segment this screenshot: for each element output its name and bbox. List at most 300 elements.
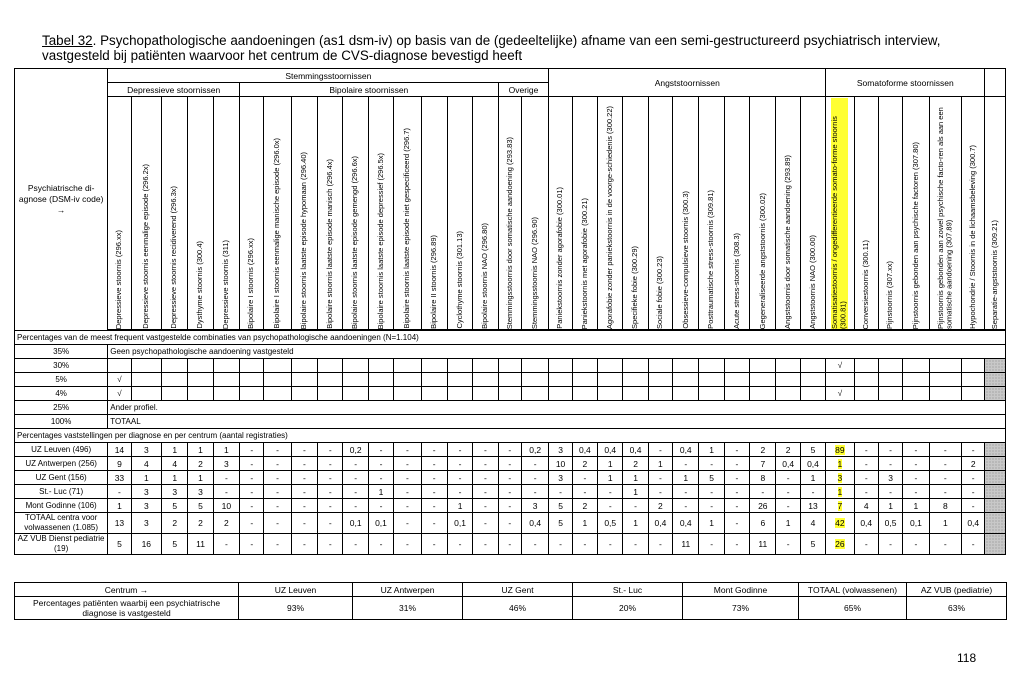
value-cell: 3: [549, 443, 572, 457]
value-cell: 5: [699, 471, 724, 485]
section-title-combinations: Percentages van de meest frequent vastgestelde combinaties van psychopathologische aandoeningen (N=1.104): [15, 331, 1006, 345]
check-cell: [264, 359, 291, 373]
column-header: [213, 97, 239, 330]
summary-percentage: 46%: [463, 597, 573, 620]
value-cell: -: [498, 513, 521, 534]
check-cell: [724, 359, 749, 373]
value-cell: -: [776, 471, 800, 485]
column-header-label: Bipolaire I stoornis eenmalige manische episode (296.0x): [272, 138, 282, 329]
column-header-label: Bipolaire stoornis laatste episode depressief (296.5x): [375, 152, 385, 329]
value-cell: 1: [699, 513, 724, 534]
value-cell: -: [776, 485, 800, 499]
value-cell: 0,4: [572, 443, 597, 457]
percentage-label: Percentages patiënten waarbij een psychiatrische diagnose is vastgesteld: [15, 597, 239, 620]
check-cell: [549, 387, 572, 401]
value-cell: 5: [162, 534, 188, 555]
value-cell: -: [447, 534, 472, 555]
value-cell: -: [878, 457, 902, 471]
value-cell: 1: [162, 471, 188, 485]
value-cell: 3: [131, 513, 161, 534]
column-header: [343, 97, 368, 330]
value-cell: -: [473, 443, 498, 457]
value-cell: 11: [673, 534, 699, 555]
value-cell: 2: [162, 513, 188, 534]
value-cell: 3: [131, 499, 161, 513]
value-cell: -: [903, 471, 929, 485]
column-header: [598, 97, 623, 330]
combination-percentage: 100%: [15, 415, 108, 429]
combination-percentage: 4%: [15, 387, 108, 401]
value-cell: -: [878, 443, 902, 457]
value-cell: 2: [188, 457, 213, 471]
value-cell: -: [724, 499, 749, 513]
value-cell: 1: [878, 499, 902, 513]
check-cell: [648, 359, 672, 373]
shaded-cell: [985, 471, 1006, 485]
value-cell: -: [699, 534, 724, 555]
value-cell: -: [213, 471, 239, 485]
column-header: [800, 97, 825, 330]
value-cell: -: [648, 443, 672, 457]
check-cell: [572, 373, 597, 387]
value-cell: -: [291, 443, 317, 457]
check-cell: [188, 373, 213, 387]
check-cell: [699, 373, 724, 387]
check-cell: [878, 359, 902, 373]
check-cell: [421, 373, 447, 387]
value-cell: -: [598, 499, 623, 513]
value-cell: 5: [188, 499, 213, 513]
value-cell: -: [962, 485, 985, 499]
value-cell: 1: [131, 471, 161, 485]
value-cell: -: [394, 485, 421, 499]
value-cell: -: [498, 457, 521, 471]
value-cell: 3: [131, 485, 161, 499]
shaded-cell: [985, 359, 1006, 373]
check-cell: √: [108, 373, 131, 387]
check-cell: [648, 373, 672, 387]
center-label: UZ Gent (156): [15, 471, 108, 485]
check-cell: [776, 373, 800, 387]
column-header: [108, 97, 131, 330]
value-cell: -: [724, 485, 749, 499]
value-cell: -: [264, 499, 291, 513]
check-cell: [421, 387, 447, 401]
value-cell: -: [750, 485, 776, 499]
column-header-label: Bipolaire stoornis laatste episode hypomaan (296.40): [299, 151, 309, 329]
value-cell: 2: [188, 513, 213, 534]
check-cell: [854, 359, 878, 373]
value-cell: -: [800, 485, 825, 499]
column-header-label: Agorafobie zonder paniekstoornis in de voorge-schiedenis (300.22): [604, 105, 614, 329]
value-cell: 2: [962, 457, 985, 471]
check-cell: [162, 359, 188, 373]
table-label: Tabel 32: [42, 33, 93, 48]
group-stemmingsstoornissen: Stemmingsstoornissen: [108, 69, 549, 83]
center-label: Mont Godinne (106): [15, 499, 108, 513]
check-cell: [368, 359, 393, 373]
value-cell: -: [854, 471, 878, 485]
value-cell: -: [447, 457, 472, 471]
column-header-label: Hypochondrie / Stoornis in de lichaamsbeleving (300.7): [967, 145, 977, 329]
column-header: [447, 97, 472, 330]
value-cell: -: [421, 443, 447, 457]
value-cell: -: [598, 534, 623, 555]
value-cell: -: [699, 457, 724, 471]
value-cell: 1: [903, 499, 929, 513]
check-cell: [368, 387, 393, 401]
check-cell: [903, 373, 929, 387]
value-cell: -: [368, 534, 393, 555]
value-cell: -: [394, 534, 421, 555]
column-header-label: Bipolaire stoornis laatste episode manisch (296.4x): [325, 159, 335, 329]
value-cell: -: [878, 534, 902, 555]
column-header: [623, 97, 648, 330]
check-cell: [162, 387, 188, 401]
column-header-label: Dysthyme stoornis (300.4): [195, 241, 205, 329]
value-cell: [826, 534, 854, 555]
summary-percentage: 20%: [573, 597, 683, 620]
value-cell: 2: [776, 443, 800, 457]
value-cell: -: [878, 485, 902, 499]
column-header-label: Angststoornis NAO (300.00): [807, 235, 817, 329]
column-header-label: Angststoornis door somatische aandoening (293.89): [782, 155, 792, 329]
column-header: [549, 97, 572, 330]
value-cell: 11: [750, 534, 776, 555]
summary-percentage: 73%: [683, 597, 799, 620]
value-cell: -: [240, 485, 264, 499]
page-number: 118: [957, 651, 977, 665]
value-cell: 4: [131, 457, 161, 471]
value-cell: 5: [549, 499, 572, 513]
value-cell: -: [264, 471, 291, 485]
check-cell: [800, 373, 825, 387]
value-cell: 3: [521, 499, 549, 513]
center-label: UZ Leuven (496): [15, 443, 108, 457]
highlighted-value: 89: [835, 444, 845, 455]
check-cell: [318, 373, 343, 387]
value-cell: 11: [188, 534, 213, 555]
column-header: [188, 97, 213, 330]
value-cell: -: [776, 534, 800, 555]
shaded-cell: [985, 499, 1006, 513]
value-cell: 0,5: [878, 513, 902, 534]
value-cell: -: [318, 443, 343, 457]
value-cell: -: [240, 513, 264, 534]
column-header: [724, 97, 749, 330]
value-cell: -: [854, 443, 878, 457]
column-header-label: Bipolaire II stoornis (296.89): [428, 235, 438, 329]
value-cell: -: [521, 534, 549, 555]
value-cell: 5: [800, 443, 825, 457]
check-cell: [343, 387, 368, 401]
value-cell: -: [623, 499, 648, 513]
value-cell: -: [498, 499, 521, 513]
value-cell: 1: [368, 485, 393, 499]
psychopathology-table: [14, 68, 1006, 555]
value-cell: 13: [800, 499, 825, 513]
check-cell: [473, 359, 498, 373]
value-cell: -: [240, 457, 264, 471]
value-cell: 0,1: [903, 513, 929, 534]
diagnosis-header: Psychiatrische di-agnose (DSM-iv code) →: [15, 69, 108, 331]
check-cell: [549, 373, 572, 387]
value-cell: -: [929, 457, 961, 471]
shaded-cell: [985, 457, 1006, 471]
column-header: [826, 97, 854, 330]
value-cell: -: [318, 513, 343, 534]
column-header-label: Pijnstoornis gebonden aan zowel psychische facto-ren als aan een somatische aandoening (307.89): [935, 107, 954, 329]
value-cell: -: [572, 485, 597, 499]
value-cell: 5: [108, 534, 131, 555]
check-cell: [162, 373, 188, 387]
value-cell: 0,4: [776, 457, 800, 471]
value-cell: -: [903, 457, 929, 471]
value-cell: -: [264, 534, 291, 555]
column-header: [699, 97, 724, 330]
check-cell: [699, 359, 724, 373]
check-cell: [673, 373, 699, 387]
value-cell: -: [962, 443, 985, 457]
check-cell: [623, 373, 648, 387]
check-cell: [264, 387, 291, 401]
combination-description: Geen psychopathologische aandoening vastgesteld: [108, 345, 1006, 359]
combination-description: Ander profiel.: [108, 401, 1006, 415]
value-cell: -: [447, 471, 472, 485]
column-header-label: Stemmingsstoornis NAO (296.90): [529, 216, 539, 329]
check-cell: [498, 387, 521, 401]
combination-percentage: 25%: [15, 401, 108, 415]
summary-center: St.- Luc: [573, 583, 683, 597]
value-cell: -: [213, 485, 239, 499]
value-cell: 6: [750, 513, 776, 534]
value-cell: -: [648, 534, 672, 555]
shaded-cell: [985, 443, 1006, 457]
table-title: [42, 33, 1002, 63]
column-header-label: Pijnstoornis (307.xx): [885, 261, 895, 329]
check-cell: [131, 387, 161, 401]
value-cell: -: [343, 499, 368, 513]
value-cell: 0,4: [521, 513, 549, 534]
value-cell: -: [318, 471, 343, 485]
check-cell: [929, 387, 961, 401]
value-cell: -: [903, 443, 929, 457]
highlighted-value: 1: [837, 458, 843, 469]
value-cell: -: [962, 499, 985, 513]
value-cell: -: [498, 534, 521, 555]
value-cell: -: [240, 443, 264, 457]
group-empty: [985, 69, 1006, 97]
value-cell: [826, 457, 854, 471]
highlighted-value: 3: [837, 472, 843, 483]
column-header-label: Paniekstoornis zonder agorafobie (300.01): [555, 187, 565, 329]
summary-center: TOTAAL (volwassenen): [799, 583, 907, 597]
value-cell: 0,4: [648, 513, 672, 534]
value-cell: 0,4: [598, 443, 623, 457]
check-cell: [724, 373, 749, 387]
value-cell: -: [473, 499, 498, 513]
check-cell: [343, 373, 368, 387]
value-cell: -: [421, 534, 447, 555]
check-cell: [291, 373, 317, 387]
value-cell: -: [368, 471, 393, 485]
value-cell: 1: [648, 457, 672, 471]
value-cell: -: [549, 485, 572, 499]
shaded-cell: [985, 485, 1006, 499]
value-cell: 2: [623, 457, 648, 471]
check-cell: [878, 387, 902, 401]
check-cell: [623, 387, 648, 401]
value-cell: 0,4: [673, 443, 699, 457]
value-cell: 9: [108, 457, 131, 471]
column-header: [854, 97, 878, 330]
column-header: [240, 97, 264, 330]
check-cell: √: [826, 387, 854, 401]
value-cell: -: [572, 534, 597, 555]
check-cell: [776, 387, 800, 401]
check-cell: [673, 359, 699, 373]
column-header: [291, 97, 317, 330]
summary-center: UZ Gent: [463, 583, 573, 597]
value-cell: -: [291, 513, 317, 534]
highlighted-value: 26: [835, 539, 845, 549]
shaded-cell: [985, 373, 1006, 387]
check-cell: [854, 373, 878, 387]
value-cell: -: [724, 457, 749, 471]
check-cell: [572, 387, 597, 401]
value-cell: 10: [549, 457, 572, 471]
summary-center: AZ VUB (pediatrie): [907, 583, 1007, 597]
value-cell: -: [368, 443, 393, 457]
value-cell: 1: [800, 471, 825, 485]
value-cell: -: [343, 534, 368, 555]
column-header-label: Bipolaire I stoornis (296.xx): [246, 238, 256, 329]
column-header: [985, 97, 1006, 330]
check-cell: [394, 387, 421, 401]
value-cell: 4: [854, 499, 878, 513]
check-cell: [188, 359, 213, 373]
value-cell: -: [291, 471, 317, 485]
combination-description: TOTAAL: [108, 415, 1006, 429]
check-cell: [962, 373, 985, 387]
value-cell: -: [498, 485, 521, 499]
value-cell: -: [724, 443, 749, 457]
column-header-label: Acute stress-stoornis (308.3): [731, 233, 741, 329]
value-cell: -: [962, 471, 985, 485]
value-cell: -: [421, 499, 447, 513]
summary-table: [14, 582, 1007, 620]
check-cell: [108, 359, 131, 373]
check-cell: [131, 359, 161, 373]
value-cell: -: [318, 534, 343, 555]
value-cell: [826, 485, 854, 499]
highlighted-value: 1: [837, 486, 843, 497]
check-cell: [264, 373, 291, 387]
value-cell: -: [929, 485, 961, 499]
value-cell: 3: [878, 471, 902, 485]
value-cell: -: [473, 513, 498, 534]
value-cell: -: [213, 534, 239, 555]
check-cell: [421, 359, 447, 373]
group-overige: Overige: [498, 83, 549, 97]
column-header-label: Cyclothyme stoornis (301.13): [454, 231, 464, 329]
value-cell: -: [521, 471, 549, 485]
value-cell: 1: [673, 471, 699, 485]
value-cell: -: [291, 499, 317, 513]
shaded-cell: [985, 387, 1006, 401]
column-header-label: Depressieve stoornis recidiverend (296.3x): [169, 186, 179, 329]
centrum-label: Centrum →: [15, 583, 239, 597]
value-cell: [826, 499, 854, 513]
check-cell: [929, 359, 961, 373]
value-cell: 0,4: [962, 513, 985, 534]
check-cell: [648, 387, 672, 401]
check-cell: [343, 359, 368, 373]
value-cell: -: [724, 513, 749, 534]
value-cell: 1: [929, 513, 961, 534]
column-header: [498, 97, 521, 330]
column-header-label: Depressieve stoornis (311): [221, 239, 231, 329]
value-cell: -: [673, 499, 699, 513]
value-cell: -: [318, 457, 343, 471]
value-cell: 16: [131, 534, 161, 555]
check-cell: [549, 359, 572, 373]
column-header: [521, 97, 549, 330]
value-cell: 0,2: [521, 443, 549, 457]
summary-center: UZ Leuven: [239, 583, 353, 597]
value-cell: 2: [572, 457, 597, 471]
center-label: TOTAAL centra voor volwassenen (1.085): [15, 513, 108, 534]
center-label: AZ VUB Dienst pediatrie (19): [15, 534, 108, 555]
value-cell: -: [776, 499, 800, 513]
combination-percentage: 5%: [15, 373, 108, 387]
value-cell: -: [264, 443, 291, 457]
value-cell: -: [394, 443, 421, 457]
check-cell: [598, 359, 623, 373]
center-label: UZ Antwerpen (256): [15, 457, 108, 471]
value-cell: -: [673, 457, 699, 471]
check-cell: [291, 359, 317, 373]
value-cell: 2: [213, 513, 239, 534]
check-cell: [240, 359, 264, 373]
value-cell: 0,4: [623, 443, 648, 457]
column-header-label: Obsessieve-compulsieve stoornis (300.3): [680, 191, 690, 329]
value-cell: -: [394, 499, 421, 513]
check-cell: [240, 387, 264, 401]
check-cell: √: [108, 387, 131, 401]
value-cell: 1: [623, 485, 648, 499]
value-cell: -: [240, 499, 264, 513]
check-cell: [903, 359, 929, 373]
check-cell: [521, 359, 549, 373]
value-cell: -: [343, 457, 368, 471]
value-cell: -: [648, 485, 672, 499]
check-cell: [318, 359, 343, 373]
group-somatoforme: Somatoforme stoornissen: [826, 69, 985, 97]
value-cell: -: [264, 513, 291, 534]
value-cell: -: [929, 471, 961, 485]
value-cell: -: [854, 485, 878, 499]
value-cell: 1: [623, 471, 648, 485]
column-header: [878, 97, 902, 330]
value-cell: -: [498, 443, 521, 457]
value-cell: 3: [131, 443, 161, 457]
value-cell: 1: [572, 513, 597, 534]
value-cell: -: [473, 534, 498, 555]
value-cell: 0,1: [447, 513, 472, 534]
value-cell: -: [318, 485, 343, 499]
value-cell: [826, 471, 854, 485]
